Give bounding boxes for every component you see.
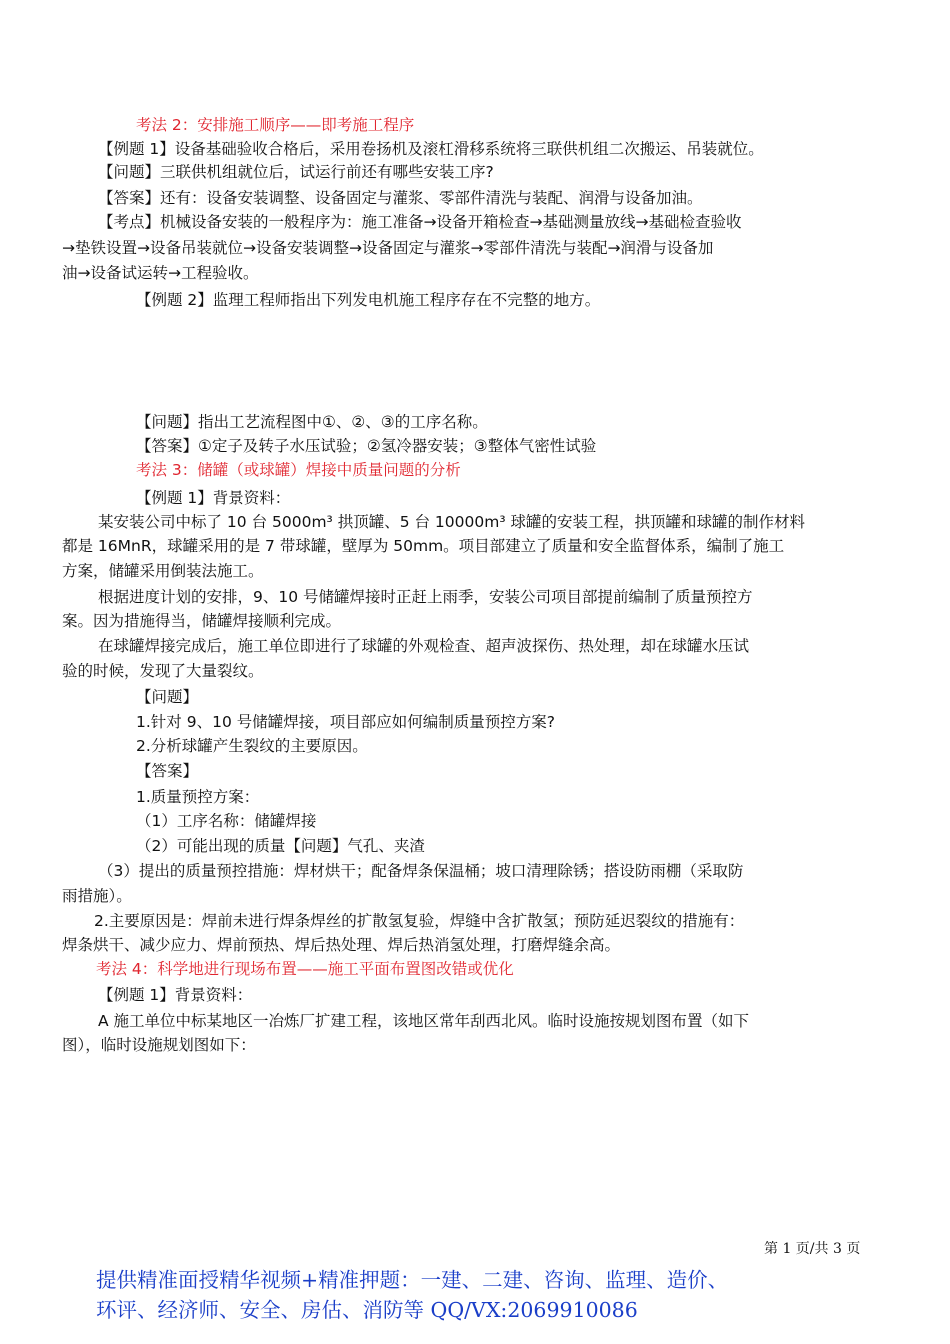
method3-para3-line-2: 验的时候，发现了大量裂纹。 bbox=[62, 662, 264, 680]
method3-question-label: 【问题】 bbox=[136, 688, 199, 706]
method3-answer-2-line-2: 焊条烘干、减少应力、焊前预热、焊后热处理、焊后热消氢处理，打磨焊缝余高。 bbox=[62, 936, 621, 954]
method2-example2-answer: 【答案】①定子及转子水压试验；②氢冷器安装；③整体气密性试验 bbox=[136, 437, 597, 455]
method3-para1-line-3: 方案，储罐采用倒装法施工。 bbox=[62, 562, 264, 580]
method4-heading: 考法 4：科学地进行现场布置——施工平面布置图改错或优化 bbox=[96, 960, 514, 978]
method3-answer-1: 1.质量预控方案： bbox=[136, 788, 260, 806]
method3-answer-2-line-1: 2.主要原因是：焊前未进行焊条焊丝的扩散氢复验，焊缝中含扩散氢；预防延迟裂纹的措施有： bbox=[94, 912, 745, 930]
method2-example2: 【例题 2】监理工程师指出下列发电机施工程序存在不完整的地方。 bbox=[136, 291, 601, 309]
method3-answer-1-3-line-2: 雨措施）。 bbox=[62, 887, 132, 905]
advert-line-2: 环评、经济师、安全、房估、消防等 QQ/VX:2069910086 bbox=[96, 1298, 638, 1322]
page-number: 第 1 页/共 3 页 bbox=[764, 1241, 861, 1257]
method3-para2-line-2: 案。因为措施得当，储罐焊接顺利完成。 bbox=[62, 612, 342, 630]
method3-heading: 考法 3：储罐（或球罐）焊接中质量问题的分析 bbox=[136, 461, 461, 479]
method2-heading: 考法 2：安排施工顺序——即考施工程序 bbox=[136, 116, 415, 134]
method2-point-line-1: 【考点】机械设备安装的一般程序为：施工准备→设备开箱检查→基础测量放线→基础检查验收 bbox=[98, 213, 742, 231]
method2-point-line-3: 油→设备试运转→工程验收。 bbox=[62, 264, 259, 282]
method3-para3-line-1: 在球罐焊接完成后，施工单位即进行了球罐的外观检查、超声波探伤、热处理，却在球罐水压试 bbox=[98, 637, 750, 655]
advert-line-1: 提供精准面授精华视频+精准押题：一建、二建、咨询、监理、造价、 bbox=[96, 1268, 729, 1292]
method4-para1-line-1: A 施工单位中标某地区一冶炼厂扩建工程，该地区常年刮西北风。临时设施按规划图布置（如下 bbox=[98, 1012, 750, 1030]
method3-para1-line-2: 都是 16MnR，球罐采用的是 7 带球罐，壁厚为 50mm。项目部建立了质量和安全监督体系，编制了施工 bbox=[62, 537, 785, 555]
method3-para2-line-1: 根据进度计划的安排，9、10 号储罐焊接时正赶上雨季，安装公司项目部提前编制了质量预控方 bbox=[98, 588, 753, 606]
method2-example2-question: 【问题】指出工艺流程图中①、②、③的工序名称。 bbox=[136, 413, 488, 431]
method3-question-2: 2.分析球罐产生裂纹的主要原因。 bbox=[136, 737, 368, 755]
method2-example1: 【例题 1】设备基础验收合格后，采用卷扬机及滚杠滑移系统将三联供机组二次搬运、吊装就位。 bbox=[98, 140, 764, 158]
method3-question-1: 1.针对 9、10 号储罐焊接，项目部应如何编制质量预控方案? bbox=[136, 713, 555, 731]
method4-example1: 【例题 1】背景资料： bbox=[98, 986, 253, 1004]
method2-answer: 【答案】还有：设备安装调整、设备固定与灌浆、零部件清洗与装配、润滑与设备加油。 bbox=[98, 189, 703, 207]
method3-answer-label: 【答案】 bbox=[136, 762, 199, 780]
method3-answer-1-1: （1）工序名称：储罐焊接 bbox=[136, 812, 317, 830]
method2-point-line-2: →垫铁设置→设备吊装就位→设备安装调整→设备固定与灌浆→零部件清洗与装配→润滑与设备加 bbox=[62, 239, 714, 257]
method3-example1: 【例题 1】背景资料： bbox=[136, 489, 291, 507]
method3-answer-1-3-line-1: （3）提出的质量预控措施：焊材烘干；配备焊条保温桶；坡口清理除锈；搭设防雨棚（采取防 bbox=[98, 862, 744, 880]
method2-question: 【问题】三联供机组就位后，试运行前还有哪些安装工序? bbox=[98, 163, 494, 181]
method4-para1-line-2: 图），临时设施规划图如下： bbox=[62, 1036, 256, 1054]
method3-para1-line-1: 某安装公司中标了 10 台 5000m³ 拱顶罐、5 台 10000m³ 球罐的安装工程，拱顶罐和球罐的制作材料 bbox=[98, 513, 805, 531]
method3-answer-1-2: （2）可能出现的质量【问题】气孔、夹渣 bbox=[136, 837, 425, 855]
